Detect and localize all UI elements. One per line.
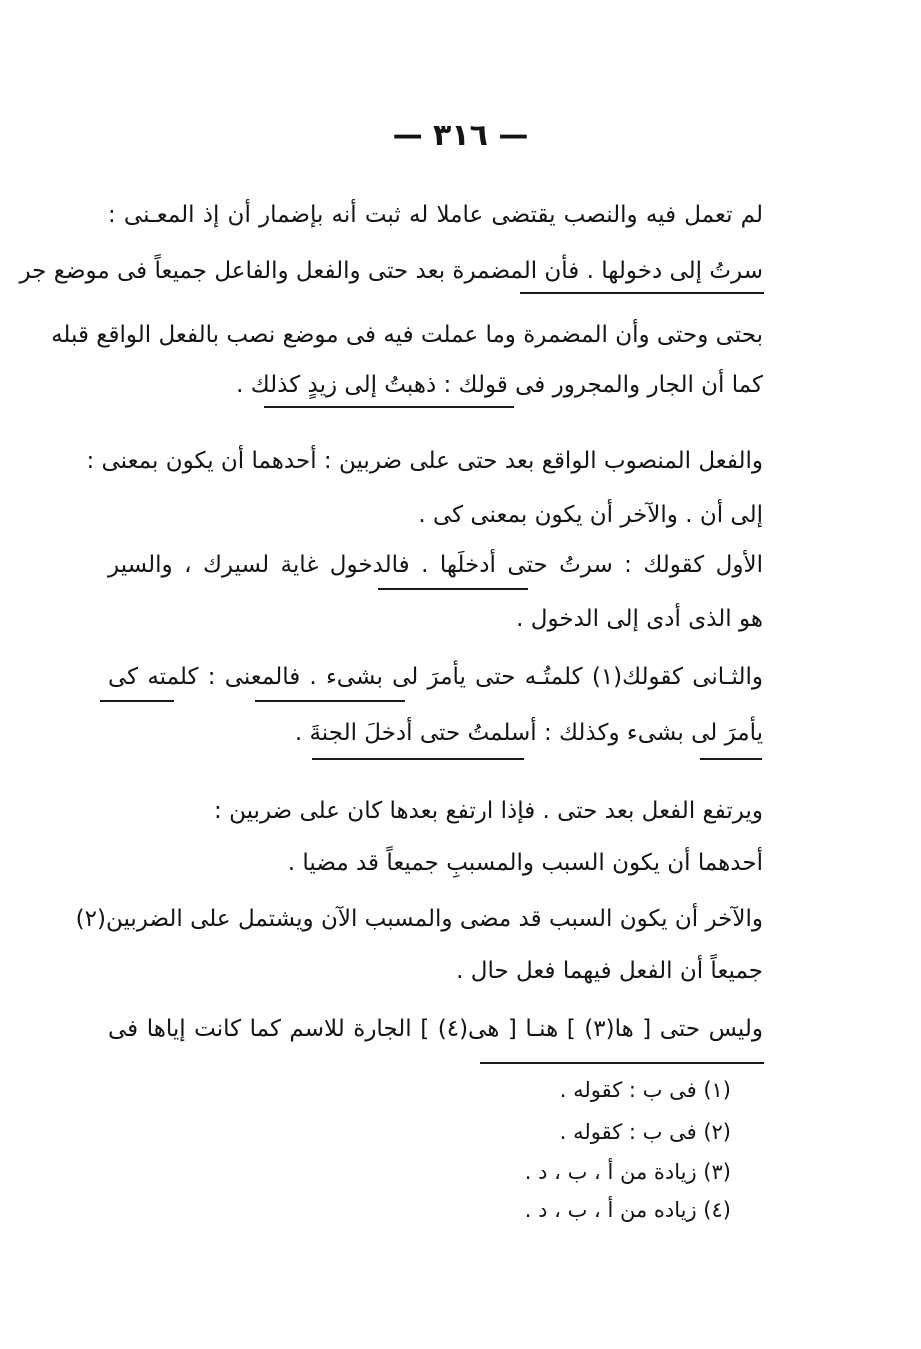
text-line: إلى أن . والآخر أن يكون بمعنى كى . — [418, 502, 763, 528]
underline-rule — [100, 700, 174, 702]
text-line: الأول كقولك : سرتُ حتى أدخلَها . فالدخول غاية لسيرك ، والسير — [108, 552, 763, 578]
text-line: ويرتفع الفعل بعد حتى . فإذا ارتفع بعدها كان على ضربين : — [214, 798, 763, 824]
text-line: يأمرَ لى بشىء وكذلك : أسلمتُ حتى أدخلَ الجنةَ . — [294, 720, 763, 746]
text-line: جميعاً أن الفعل فيهما فعل حال . — [456, 958, 763, 984]
text-line: أحدهما أن يكون السبب والمسببِ جميعاً قد مضيا . — [287, 850, 763, 876]
text-line: لم تعمل فيه والنصب يقتضى عاملا له ثبت أنه بإضمار أن إذ المعـنى : — [108, 202, 763, 228]
text-line: بحتى وحتى وأن المضمرة وما عملت فيه فى موضع نصب بالفعل الواقع قبله — [51, 322, 763, 348]
text-line: هو الذى أدى إلى الدخول . — [516, 606, 763, 632]
text-line: والثـانى كقولك(١) كلمتُـه حتى يأمرَ لى بشىء . فالمعنى : كلمته كى — [108, 664, 763, 690]
underline-rule — [700, 758, 762, 760]
text-line: والفعل المنصوب الواقع بعد حتى على ضربين : أحدهما أن يكون بمعنى : — [86, 448, 763, 474]
text-line: وليس حتى [ ها(٣) ] هنـا [ هى(٤) ] الجارة للاسم كما كانت إياها فى — [108, 1016, 763, 1042]
text-line: سرتُ إلى دخولها . فأن المضمرة بعد حتى والفعل والفاعل جميعاً فى موضع جر — [19, 258, 763, 284]
text-line: كما أن الجار والمجرور فى قولك : ذهبتُ إلى زيدٍ كذلك . — [236, 372, 763, 398]
footnote-separator — [480, 1062, 764, 1064]
underline-rule — [264, 406, 514, 408]
footnote: (٤) زياده من أ ، ب ، د . — [524, 1198, 731, 1222]
page-number: — ٣١٦ — — [392, 118, 529, 153]
underline-rule — [520, 292, 764, 294]
footnote: (٢) فى ب : كقوله . — [559, 1120, 731, 1144]
underline-rule — [378, 588, 528, 590]
text-line: والآخر أن يكون السبب قد مضى والمسبب الآن ويشتمل على الضربين(٢) — [75, 906, 763, 932]
footnote: (٣) زيادة من أ ، ب ، د . — [524, 1160, 731, 1184]
footnote: (١) فى ب : كقوله . — [559, 1078, 731, 1102]
underline-rule — [255, 700, 405, 702]
underline-rule — [312, 758, 524, 760]
